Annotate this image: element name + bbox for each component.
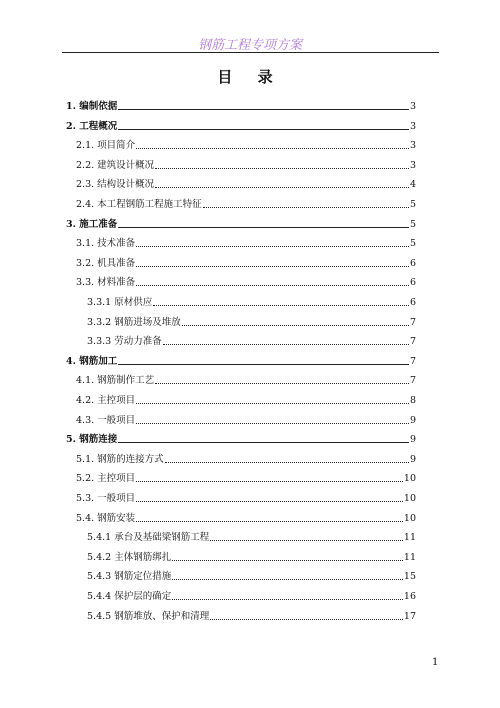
toc-entry-label: 3.3.2 钢筋进场及堆放 <box>87 316 181 328</box>
toc-entry-label: 4.1. 钢筋制作工艺 <box>76 375 155 387</box>
toc-leader-line <box>136 147 409 149</box>
toc-entry[interactable] <box>76 513 416 525</box>
toc-entry[interactable] <box>87 317 416 329</box>
toc-entry-label: 5.4.5 钢筋堆放、保护和清理 <box>87 610 210 622</box>
toc-heading: 目 录 <box>217 68 283 86</box>
toc-entry-label: 2. 工程概况 <box>66 120 118 132</box>
toc-leader-line <box>136 422 409 424</box>
toc-entry-page: 10 <box>403 473 416 485</box>
toc-leader-line <box>155 382 409 384</box>
toc-entry-label: 2.1. 项目简介 <box>76 140 136 152</box>
toc-entry-label: 5.1. 钢筋的连接方式 <box>76 453 164 465</box>
toc-entry-page: 3 <box>409 159 416 171</box>
toc-entry[interactable] <box>76 140 416 152</box>
toc-entry-label: 3.3.3 劳动力准备 <box>87 336 162 348</box>
toc-entry[interactable] <box>76 415 416 427</box>
toc-leader-line <box>203 206 409 208</box>
toc-entry-label: 4.2. 主控项目 <box>76 395 136 406</box>
toc-entry-page: 9 <box>409 453 416 465</box>
toc-entry-page: 10 <box>403 512 416 524</box>
header-divider <box>62 52 439 53</box>
toc-entry-page: 6 <box>409 297 416 308</box>
toc-leader-line <box>118 226 409 228</box>
toc-entry[interactable] <box>76 199 416 211</box>
toc-entry[interactable] <box>66 101 416 113</box>
toc-entry[interactable] <box>66 434 416 446</box>
toc-entry-label: 2.3. 结构设计概况 <box>76 179 155 191</box>
toc-leader-line <box>118 128 409 130</box>
toc-entry-page: 7 <box>409 375 416 387</box>
toc-entry-page: 17 <box>403 610 416 622</box>
toc-entry-page: 16 <box>403 591 416 602</box>
toc-leader-line <box>136 480 403 482</box>
toc-leader-line <box>210 539 403 541</box>
toc-entry[interactable] <box>76 395 416 407</box>
toc-leader-line <box>210 618 403 620</box>
toc-entry-page: 9 <box>409 434 416 446</box>
toc-entry-label: 5.2. 主控项目 <box>76 473 136 485</box>
toc-entry-label: 5.4.1 承台及基础梁钢筋工程 <box>87 532 210 544</box>
toc-leader-line <box>155 186 409 188</box>
toc-entry-label: 3. 施工准备 <box>66 218 118 230</box>
toc-entry-page: 7 <box>409 316 416 328</box>
toc-entry-page: 10 <box>403 493 416 504</box>
page-number: 1 <box>432 657 439 668</box>
toc-entry-label: 5.4.4 保护层的确定 <box>87 591 172 602</box>
toc-entry[interactable] <box>76 179 416 191</box>
toc-entry-label: 3.1. 技术准备 <box>76 238 136 250</box>
toc-entry-page: 3 <box>409 120 416 132</box>
toc-entry-label: 3.3.1 原材供应 <box>87 297 153 308</box>
toc-entry-page: 8 <box>409 395 416 406</box>
toc-entry-label: 5.4.3 钢筋定位措施 <box>87 571 172 583</box>
toc-leader-line <box>118 108 409 110</box>
toc-leader-line <box>136 402 409 404</box>
toc-entry[interactable] <box>87 532 416 544</box>
toc-entry-label: 3.3. 材料准备 <box>76 277 136 289</box>
toc-entry-page: 15 <box>403 571 416 583</box>
toc-entry-page: 3 <box>409 140 416 152</box>
toc-entry-page: 4 <box>409 179 416 191</box>
toc-entry[interactable] <box>87 297 416 309</box>
toc-entry-page: 5 <box>409 238 416 250</box>
toc-leader-line <box>136 265 409 267</box>
toc-leader-line <box>118 363 409 365</box>
toc-entry-label: 5.3. 一般项目 <box>76 493 136 504</box>
toc-leader-line <box>172 559 403 561</box>
toc-entry[interactable] <box>87 552 416 564</box>
toc-entry[interactable] <box>76 375 416 387</box>
toc-entry-label: 5.4. 钢筋安装 <box>76 512 136 524</box>
toc-entry-label: 3.2. 机具准备 <box>76 257 136 269</box>
toc-leader-line <box>163 343 409 345</box>
toc-leader-line <box>136 500 403 502</box>
toc-entry-label: 5.4.2 主体钢筋绑扎 <box>87 551 172 563</box>
toc-leader-line <box>136 284 409 286</box>
toc-entry-label: 5. 钢筋连接 <box>66 434 118 446</box>
toc-entry[interactable] <box>87 611 416 623</box>
toc-entry-page: 5 <box>409 199 416 210</box>
toc-entry-page: 11 <box>403 551 416 563</box>
toc-entry[interactable] <box>76 277 416 289</box>
toc-leader-line <box>136 245 409 247</box>
toc-entry[interactable] <box>76 238 416 250</box>
toc-entry[interactable] <box>76 473 416 485</box>
toc-entry[interactable] <box>87 571 416 583</box>
toc-leader-line <box>155 167 409 169</box>
document-header-title: 钢筋工程专项方案 <box>197 38 302 53</box>
toc-entry-page: 7 <box>409 336 416 348</box>
toc-entry[interactable] <box>76 160 416 172</box>
toc-entry-label: 4.3. 一般项目 <box>76 414 136 426</box>
toc-entry-label: 2.2. 建筑设计概况 <box>76 159 155 171</box>
toc-leader-line <box>118 441 409 443</box>
toc-leader-line <box>165 461 409 463</box>
toc-leader-line <box>172 598 403 600</box>
toc-entry[interactable] <box>76 258 416 270</box>
toc-entry[interactable] <box>87 336 416 348</box>
toc-entry-label: 2.4. 本工程钢筋工程施工特征 <box>76 199 202 210</box>
toc-entry-page: 6 <box>409 277 416 289</box>
toc-entry-label: 4. 钢筋加工 <box>66 355 118 367</box>
toc-entry[interactable] <box>66 219 416 231</box>
toc-leader-line <box>182 324 409 326</box>
toc-entry-page: 9 <box>409 414 416 426</box>
toc-entry-page: 6 <box>409 257 416 269</box>
toc-entry[interactable] <box>66 121 416 133</box>
toc-entry-page: 11 <box>403 532 416 544</box>
toc-entry[interactable] <box>76 493 416 505</box>
toc-entry-page: 7 <box>409 355 416 367</box>
toc-entry-label: 1. 编制依据 <box>66 101 118 112</box>
toc-entry[interactable] <box>66 356 416 368</box>
toc-entry-page: 3 <box>409 101 416 112</box>
toc-entry[interactable] <box>76 454 416 466</box>
toc-entry-page: 5 <box>409 218 416 230</box>
toc-leader-line <box>172 578 403 580</box>
toc-leader-line <box>153 304 409 306</box>
toc-entry[interactable] <box>87 591 416 603</box>
toc-leader-line <box>136 520 403 522</box>
